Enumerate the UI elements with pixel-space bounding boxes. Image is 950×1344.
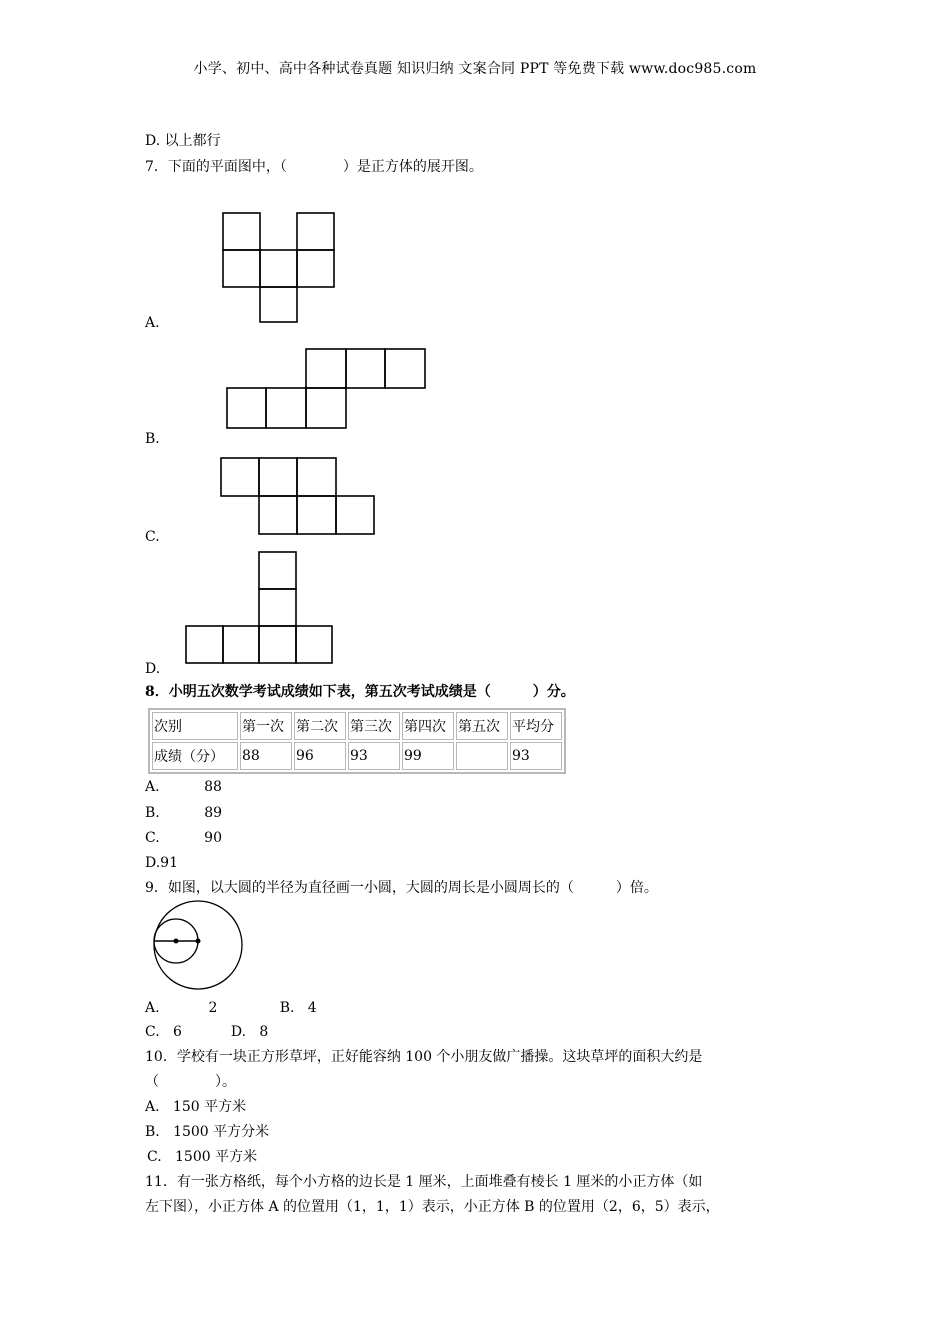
net-b-square <box>306 388 346 428</box>
net-d-square <box>296 626 332 663</box>
net-c-square <box>297 496 336 534</box>
net-a-square <box>297 213 334 250</box>
cube-net-c <box>220 457 378 537</box>
q8-option-a: A. 88 <box>145 779 222 795</box>
q10-option-c: C. 1500 平方米 <box>147 1149 258 1165</box>
cube-net-b <box>226 348 428 431</box>
cube-net-a <box>222 212 337 324</box>
q7-label-d: D. <box>145 661 161 677</box>
score-table <box>148 708 566 774</box>
q11-line1: 11．有一张方格纸，每个小方格的边长是 1 厘米，上面堆叠有棱长 1 厘米的小正方体（如 <box>145 1174 703 1190</box>
net-d-square <box>186 626 223 663</box>
q10-option-a: A. 150 平方米 <box>145 1099 247 1115</box>
table-header-cell: 次别 <box>152 712 238 740</box>
q10-question-line2: （ ）。 <box>145 1074 236 1090</box>
net-c-square <box>259 458 297 496</box>
net-c-square <box>336 496 374 534</box>
table-cell: 88 <box>240 742 292 770</box>
q8-question: 8．小明五次数学考试成绩如下表，第五次考试成绩是（ ）分。 <box>145 684 575 700</box>
q7-question: 7．下面的平面图中，（ ）是正方体的展开图。 <box>145 159 483 175</box>
q8-option-d: D.91 <box>145 855 178 871</box>
small-center-dot <box>174 939 179 944</box>
q11-line2: 左下图），小正方体 A 的位置用（1，1，1）表示，小正方体 B 的位置用（2，6，5）表示， <box>145 1199 720 1215</box>
q7-label-b: B. <box>145 431 160 447</box>
net-c-square <box>221 458 259 496</box>
table-header-cell: 第五次 <box>456 712 508 740</box>
q9-options-row1: A. 2 B. 4 <box>145 1000 317 1016</box>
net-b-square <box>306 349 346 388</box>
table-cell: 成绩（分） <box>152 742 238 770</box>
net-b-square <box>266 388 306 428</box>
net-a-square <box>260 250 297 287</box>
q10-question-line1: 10．学校有一块正方形草坪，正好能容纳 100 个小朋友做广播操。这块草坪的面积大约是 <box>145 1049 703 1065</box>
q9-options-row2: C. 6 D. 8 <box>145 1024 269 1040</box>
net-b-square <box>385 349 425 388</box>
score-table-data-row <box>152 742 562 770</box>
score-table-header-row <box>152 712 562 740</box>
net-b-square <box>227 388 266 428</box>
circles-figure <box>150 900 245 992</box>
table-header-cell: 第二次 <box>294 712 346 740</box>
q8-option-b: B. 89 <box>145 805 223 821</box>
table-header-cell: 第三次 <box>348 712 400 740</box>
large-center-dot <box>196 939 201 944</box>
q7-label-a: A. <box>145 315 160 331</box>
page-header: 小学、初中、高中各种试卷真题 知识归纳 文案合同 PPT 等免费下载 www.doc985.com <box>193 61 757 77</box>
q9-question: 9．如图，以大圆的半径为直径画一小圆，大圆的周长是小圆周长的（ ）倍。 <box>145 880 658 896</box>
net-c-square <box>259 496 297 534</box>
table-header-cell: 第四次 <box>402 712 454 740</box>
net-c-square <box>297 458 336 496</box>
net-d-square <box>259 626 296 663</box>
q6-option-d: D. 以上都行 <box>145 133 221 149</box>
net-a-square <box>260 287 297 322</box>
table-cell <box>456 742 508 770</box>
table-header-cell: 平均分 <box>510 712 562 740</box>
table-header-cell: 第一次 <box>240 712 292 740</box>
q8-option-c: C. 90 <box>145 830 222 846</box>
q10-option-b: B. 1500 平方分米 <box>145 1124 270 1140</box>
net-a-square <box>297 250 334 287</box>
net-a-square <box>223 213 260 250</box>
net-a-square <box>223 250 260 287</box>
table-cell: 99 <box>402 742 454 770</box>
table-cell: 93 <box>510 742 562 770</box>
table-cell: 93 <box>348 742 400 770</box>
net-d-square <box>259 552 296 589</box>
table-cell: 96 <box>294 742 346 770</box>
net-d-square <box>259 589 296 626</box>
net-d-square <box>223 626 259 663</box>
cube-net-d <box>185 551 335 666</box>
q7-label-c: C. <box>145 529 160 545</box>
net-b-square <box>346 349 385 388</box>
